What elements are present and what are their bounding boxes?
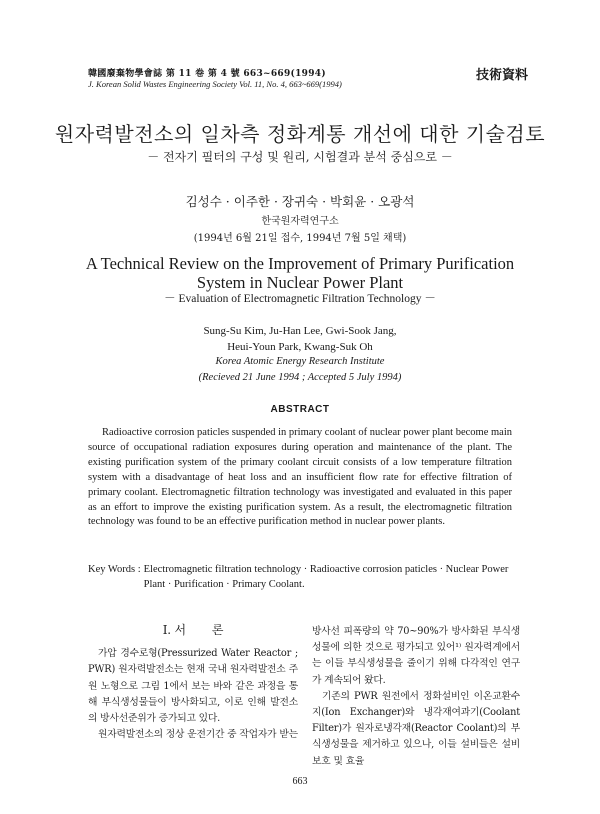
english-authors-line-2: Heui-Youn Park, Kwang-Suk Oh xyxy=(227,341,373,353)
english-dates: (Recieved 21 June 1994 ; Accepted 5 July 1994) xyxy=(198,372,402,383)
body-left-column xyxy=(88,622,298,743)
body-paragraph: 가압 경수로형(Pressurized Water Reactor ; PWR) 원자력발전소는 현재 국내 원자력발전소 주원 노형으로 그림 1에서 보는 바와 같은 과정을 통해 부식생성물들이 방사화되고, 이로 인해 발전소의 방사선준위가 증가되고 있다. xyxy=(88,648,298,725)
body-paragraph: 원자력발전소의 정상 운전기간 중 작업자가 받는 xyxy=(98,729,298,741)
body-paragraph: 방사선 피폭량의 약 70~90%가 방사화된 부식생성물에 의한 것으로 평가되고 있어¹⁾ 원자력계에서는 이들 부식생성물을 줄이기 위해 다각적인 연구가 계속되어 왔다. xyxy=(312,626,520,686)
body-paragraph: 기존의 PWR 원전에서 정화설비인 이온교환수지(Ion Exchanger)와 냉각재여과기(Coolant Filter)가 원자로냉각재(Reactor Coolant)의 부식생성물을 제거하고 있으나, 이들 설비들은 설비보호 및 효율 xyxy=(312,690,520,767)
keywords xyxy=(88,562,520,592)
english-authors-line-1: Sung-Su Kim, Ju-Han Lee, Gwi-Sook Jang, xyxy=(203,325,397,337)
section-heading-word: 론 xyxy=(211,623,224,637)
english-title xyxy=(0,254,600,292)
korean-title: 원자력발전소의 일차측 정화계통 개선에 대한 기술검토 xyxy=(54,122,546,146)
english-subtitle: － Evaluation of Electromagnetic Filtration Technology － xyxy=(164,293,436,305)
korean-subtitle: － 전자기 필터의 구성 및 원리, 시험결과 분석 중심으로 － xyxy=(147,150,453,164)
body-right-column xyxy=(312,624,520,770)
article-type-tag: 技術資料 xyxy=(475,68,528,83)
journal-citation-korean: 韓國廢棄物學會誌 第 11 卷 第 4 號 663~669(1994) xyxy=(88,69,326,79)
page-number: 663 xyxy=(292,776,308,787)
english-authors xyxy=(0,323,600,355)
korean-institution: 한국원자력연구소 xyxy=(261,216,339,227)
section-heading xyxy=(88,622,298,638)
keywords-label: Key Words : xyxy=(88,564,141,575)
abstract-heading: ABSTRACT xyxy=(270,404,330,415)
abstract-text: Radioactive corrosion paticles suspended in primary coolant of nuclear power plant become main source of occupational radiation exposures during operation and maintenance of the plant. The existing purification system of the primary coolant circuit consists of a low temperature filtration system with a disadvantage of heat loss and an insufficient flow rate for effective filtration of primary coolant. Electromagnetic filtration technology was investigated and evaluated in this paper as an effort to improve the existing purification system. As a result, the electromagnetic filtration technology was found to be an effective purification method in nuclear power plants. xyxy=(88,427,512,528)
korean-dates: (1994년 6월 21일 접수, 1994년 7월 5일 채택) xyxy=(193,233,407,244)
english-institution: Korea Atomic Energy Research Institute xyxy=(215,356,385,367)
english-title-line-1: A Technical Review on the Improvement of Primary Purification xyxy=(85,254,515,273)
english-title-line-2: System in Nuclear Power Plant xyxy=(196,273,404,292)
section-heading-number: Ⅰ. 서 xyxy=(162,623,186,637)
korean-authors: 김성수 · 이주한 · 장귀숙 · 박회윤 · 오광석 xyxy=(185,194,415,209)
journal-citation-english: J. Korean Solid Wastes Engineering Society Vol. 11, No. 4, 663~669(1994) xyxy=(88,79,342,89)
keywords-list: Electromagnetic filtration technology · Radioactive corrosion paticles · Nuclear Power Plant · Purification · Primary Coolant. xyxy=(143,564,509,590)
